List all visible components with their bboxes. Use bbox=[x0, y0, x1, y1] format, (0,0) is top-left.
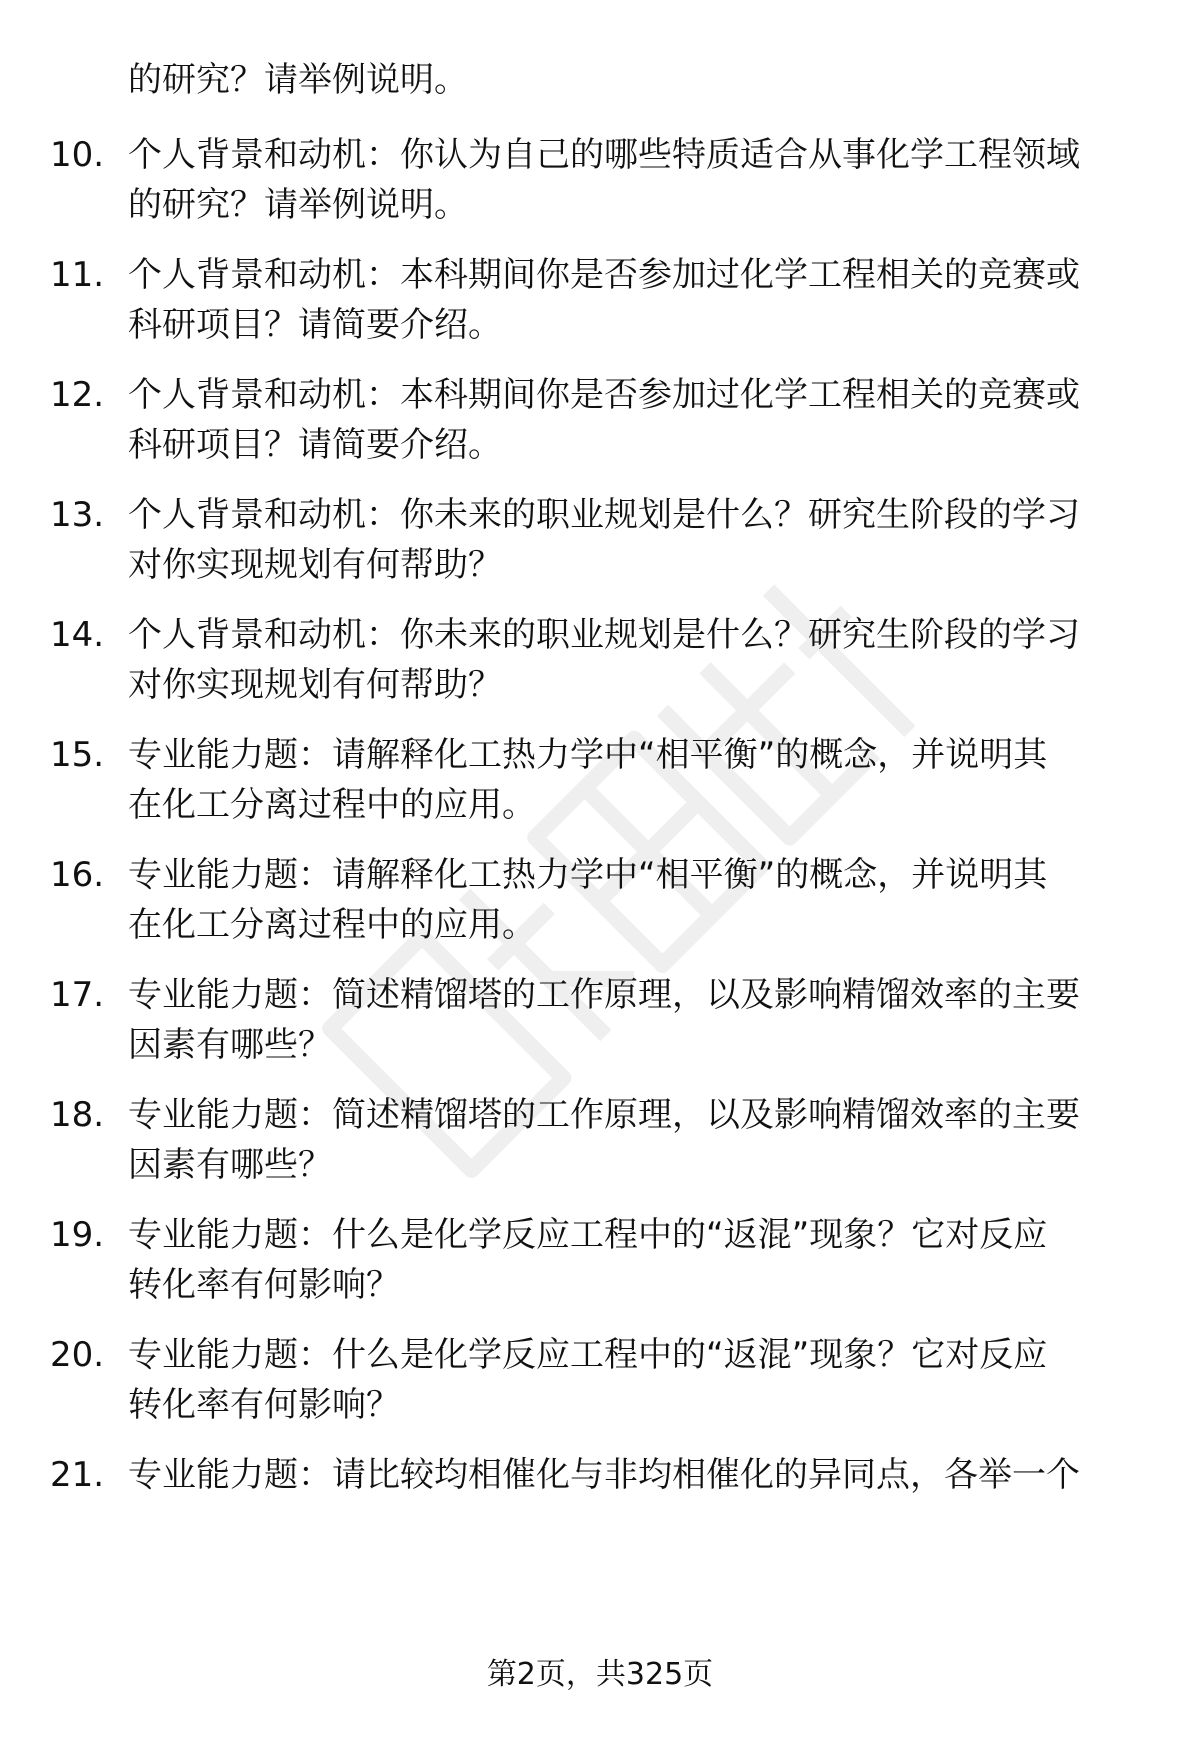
item-text-line: 因素有哪些？ bbox=[128, 1145, 332, 1185]
item-text bbox=[128, 490, 1138, 590]
item-text-line: 在化工分离过程中的应用。 bbox=[128, 905, 536, 945]
item-text-line: 个人背景和动机：你认为自己的哪些特质适合从事化学工程领域 bbox=[128, 135, 1080, 175]
item-text-line: 个人背景和动机：你未来的职业规划是什么？研究生阶段的学习 bbox=[128, 615, 1080, 655]
item-text-line: 因素有哪些？ bbox=[128, 1025, 332, 1065]
item-text-line: 科研项目？请简要介绍。 bbox=[128, 425, 502, 465]
page-footer: 第2页，共325页 bbox=[486, 1657, 714, 1692]
item-text bbox=[128, 850, 1138, 950]
item-number: 19. bbox=[50, 1215, 105, 1255]
item-text-line: 个人背景和动机：本科期间你是否参加过化学工程相关的竞赛或 bbox=[128, 255, 1080, 295]
item-text-line: 专业能力题：什么是化学反应工程中的“返混”现象？它对反应 bbox=[128, 1335, 1048, 1375]
item-text bbox=[128, 730, 1138, 830]
item-number: 16. bbox=[50, 855, 105, 895]
item-text bbox=[128, 370, 1138, 470]
item-number: 20. bbox=[50, 1335, 105, 1375]
item-text-line: 对你实现规划有何帮助？ bbox=[128, 665, 502, 705]
item-text-line: 专业能力题：什么是化学反应工程中的“返混”现象？它对反应 bbox=[128, 1215, 1048, 1255]
item-text bbox=[128, 130, 1138, 230]
item-text-line: 专业能力题：请解释化工热力学中“相平衡”的概念，并说明其 bbox=[128, 855, 1048, 895]
item-text-line: 的研究？请举例说明。 bbox=[128, 185, 468, 225]
item-number: 14. bbox=[50, 615, 105, 655]
item-text-line: 科研项目？请简要介绍。 bbox=[128, 305, 502, 345]
item-text-line: 专业能力题：请比较均相催化与非均相催化的异同点，各举一个 bbox=[128, 1455, 1080, 1495]
item-number: 11. bbox=[50, 255, 105, 295]
item-text-line: 专业能力题：请解释化工热力学中“相平衡”的概念，并说明其 bbox=[128, 735, 1048, 775]
item-text-line: 转化率有何影响？ bbox=[128, 1385, 400, 1425]
item-text bbox=[128, 970, 1138, 1070]
item-number: 10. bbox=[50, 135, 105, 175]
item-number: 21. bbox=[50, 1455, 105, 1495]
item-text bbox=[128, 1450, 1138, 1500]
item-text-line: 专业能力题：简述精馏塔的工作原理，以及影响精馏效率的主要 bbox=[128, 975, 1080, 1015]
item-text-line: 专业能力题：简述精馏塔的工作原理，以及影响精馏效率的主要 bbox=[128, 1095, 1080, 1135]
item-text-line: 对你实现规划有何帮助？ bbox=[128, 545, 502, 585]
item-text-line: 转化率有何影响？ bbox=[128, 1265, 400, 1305]
item-text-line: 个人背景和动机：你未来的职业规划是什么？研究生阶段的学习 bbox=[128, 495, 1080, 535]
item-text bbox=[128, 1090, 1138, 1190]
item-number: 12. bbox=[50, 375, 105, 415]
item-text-line: 个人背景和动机：本科期间你是否参加过化学工程相关的竞赛或 bbox=[128, 375, 1080, 415]
item-text-line: 在化工分离过程中的应用。 bbox=[128, 785, 536, 825]
item-number: 18. bbox=[50, 1095, 105, 1135]
item-text bbox=[128, 1330, 1138, 1430]
item-text bbox=[128, 610, 1138, 710]
item-number: 15. bbox=[50, 735, 105, 775]
item-text bbox=[128, 1210, 1138, 1310]
item-number: 13. bbox=[50, 495, 105, 535]
item-number: 17. bbox=[50, 975, 105, 1015]
continuation-line: 的研究？请举例说明。 bbox=[128, 60, 468, 100]
item-text bbox=[128, 250, 1138, 350]
